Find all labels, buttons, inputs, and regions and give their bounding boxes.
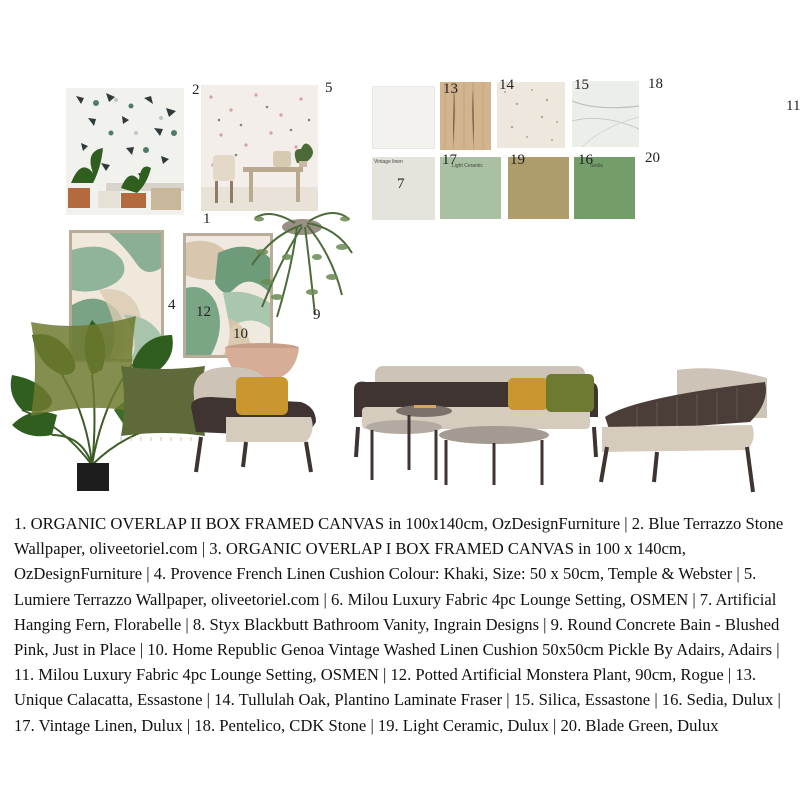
label-14: 14 <box>499 77 514 93</box>
label-1: 1 <box>203 211 211 227</box>
product-list-caption: 1. ORGANIC OVERLAP II BOX FRAMED CANVAS in 100x140cm, OzDesignFurniture | 2. Blue Terrazzo Stone Wallpaper, oliveetoriel.com | 3. ORGANIC OVERLAP I BOX FRAMED CANVAS in 100 x 140cm, OzDesignFurniture | 4. Provence French Linen Cushion Colour: Khaki, Size: 50 x 50cm, Temple & Webster | 5. Lumiere Terrazzo Wallpaper, oliveetoriel.com | 6. Milou Luxury Fabric 4pc Lounge Setting, OSMEN | 7. Artificial Hanging Fern, Florabelle | 8. Styx Blackbutt Bathroom Vanity, Ingrain Designs | 9. Round Concrete Bain - Blushed Pink, Just in Place | 10. Home Republic Genoa Vintage Washed Linen Cushion 50x50cm Pickle By Adairs, Adairs | 11. Milou Luxury Fabric 4pc Lounge Setting, OSMEN | 12. Potted Artificial Monstera Plant, 90cm, Rogue | 13. Unique Calacatta, Essastone | 14. Tullulah Oak, Plantino Laminate Fraser | 15. Silica, Essastone | 16. Sedia, Dulux | 17. Vintage Linen, Dulux | 18. Pentelico, CDK Stone | 19. Light Ceramic, Dulux | 20. Blade Green, Dulux <box>14 514 784 735</box>
label-10: 10 <box>233 326 248 342</box>
label-18: 18 <box>648 76 663 92</box>
label-13: 13 <box>443 81 458 97</box>
unique-calacatta-swatch <box>372 86 435 149</box>
label-2: 2 <box>192 82 200 98</box>
label-5: 5 <box>325 80 333 96</box>
blue-terrazzo-wallpaper-image <box>66 88 184 215</box>
sedia-swatch-text: Sedia <box>590 163 603 169</box>
coffee-tables-image <box>364 405 554 487</box>
lumiere-terrazzo-wallpaper-image <box>201 85 318 211</box>
label-9: 9 <box>313 307 321 323</box>
label-11: 11 <box>786 98 800 114</box>
vintage-linen-swatch-text: Vintage linen <box>374 159 403 165</box>
lounge-armchair-left-image <box>186 362 321 477</box>
hanging-fern-image <box>247 197 357 322</box>
label-19: 19 <box>510 152 525 168</box>
lounge-armchair-right-image <box>597 362 775 494</box>
label-15: 15 <box>574 77 589 93</box>
light-ceramic-swatch-text: Light Ceramic <box>452 163 483 169</box>
label-4: 4 <box>168 297 176 313</box>
label-12: 12 <box>196 304 211 320</box>
label-17: 17 <box>442 152 457 168</box>
label-16: 16 <box>578 152 593 168</box>
label-7: 7 <box>397 176 405 192</box>
label-20: 20 <box>645 150 660 166</box>
